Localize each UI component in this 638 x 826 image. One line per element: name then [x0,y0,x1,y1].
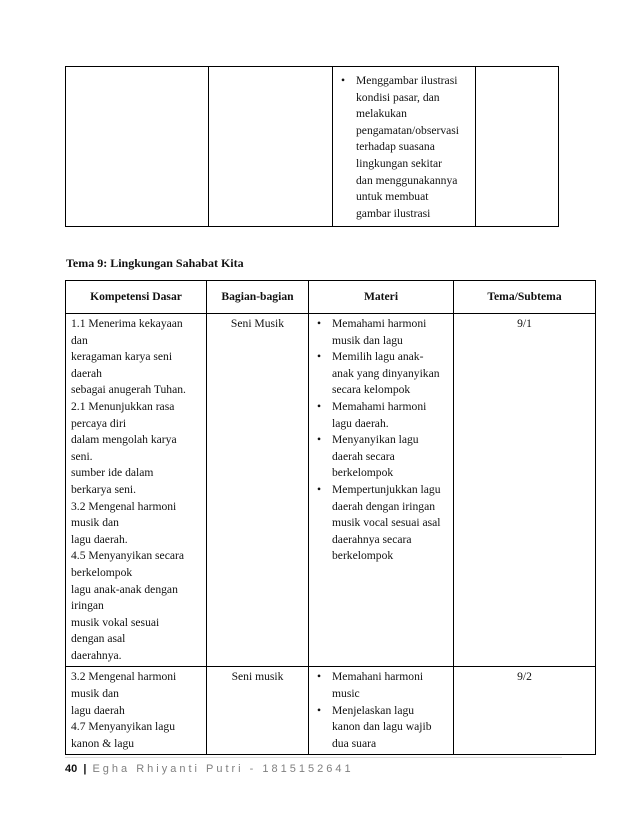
text-line: 3.2 Mengenal harmoni [71,499,177,513]
text-line: berkarya seni. [71,482,137,496]
text-line: lagu anak-anak dengan [71,582,178,596]
page-number: 40 [65,763,78,775]
text-line: musik dan [71,516,119,530]
text-line: dua suara [332,736,377,750]
tema-cell: 9/1 [454,314,596,667]
text-line: musik vocal sesuai asal [332,516,441,530]
text-line: sumber ide dalam [71,466,154,480]
bullet-item [338,73,470,222]
bullet-item [314,399,448,432]
text-line: kondisi pasar, dan [356,90,440,104]
text-line: lagu daerah. [332,416,389,430]
text-line: 2.1 Menunjukkan rasa [71,399,175,413]
text-line: percaya diri [71,416,127,430]
text-line: terhadap suasana [356,140,435,154]
bullet-icon: • [317,317,322,330]
text-line: 3.2 Mengenal harmoni [71,670,177,684]
text-line: Memahani harmoni [332,670,424,684]
text-line: musik dan [71,687,119,701]
bullet-item [314,703,448,753]
bullet-item [314,432,448,482]
text-line: pengamatan/observasi [356,123,460,137]
text-line: dan menggunakannya [356,173,458,187]
text-line: seni. [71,449,93,463]
text-line: berkelompok [71,565,133,579]
header-tema: Tema/Subtema [454,281,596,314]
text-line: Memahami harmoni [332,317,427,330]
text-line: sebagai anugerah Tuhan. [71,383,186,397]
text-line: musik vokal sesuai [71,615,160,629]
competency-table [65,280,596,755]
page-footer [65,757,562,775]
text-line: 1.1 Menerima kekayaan [71,317,183,330]
header-kompetensi: Kompetensi Dasar [66,281,207,314]
text-line: iringan [71,599,104,613]
text-line: Menyanyikan lagu [332,433,419,447]
text-line: dalam mengolah karya [71,433,177,447]
bullet-item [314,349,448,399]
table-row [66,67,559,227]
bullet-icon: • [317,670,322,684]
text-line: gambar ilustrasi [356,206,431,220]
text-line: kanon dan lagu wajib [332,720,432,734]
materi-cell [309,667,454,755]
text-line: berkelompok [332,549,394,563]
text-line: 4.5 Menyanyikan secara [71,549,184,563]
bullet-icon: • [317,399,322,413]
table-row [66,314,596,667]
text-line: Menjelaskan lagu [332,703,415,717]
footer-author: Egha Rhiyanti Putri - 1815152641 [92,763,354,775]
header-materi: Materi [309,281,454,314]
bullet-item [314,482,448,565]
text-line: daerah dengan iringan [332,499,436,513]
header-bagian: Bagian-bagian [207,281,309,314]
text-line: lingkungan sekitar [356,156,442,170]
text-line: secara kelompok [332,383,411,397]
footer-separator: | [83,763,87,775]
text-line: Mempertunjukkan lagu [332,482,441,496]
text-line: kanon & lagu [71,736,135,750]
text-line: untuk membuat [356,190,429,204]
text-line: musik dan lagu [332,333,403,347]
materi-cell [333,67,476,227]
table-header-row [66,281,596,314]
kd-cell [66,314,207,667]
text-line: dan [71,333,88,347]
text-line: Menggambar ilustrasi [356,74,458,87]
bagian-cell: Seni musik [207,667,309,755]
text-line: daerahnya. [71,648,122,662]
tema-cell: 9/2 [454,667,596,755]
materi-cell [309,314,454,667]
text-line: music [332,687,360,701]
text-line: daerah secara [332,449,395,463]
section-title: Tema 9: Lingkungan Sahabat Kita [66,256,244,270]
bullet-icon: • [317,482,322,496]
text-line: berkelompok [332,466,394,480]
bullet-item [314,316,448,349]
empty-cell [476,67,559,227]
text-line: Memahami harmoni [332,399,427,413]
kd-cell [66,667,207,755]
text-line: 4.7 Menyanyikan lagu [71,720,175,734]
text-line: melakukan [356,107,407,121]
text-line: lagu daerah. [71,532,128,546]
bullet-icon: • [317,350,322,364]
text-line: Memilih lagu anak- [332,350,424,364]
text-line: keragaman karya seni [71,350,173,364]
bullet-icon: • [317,433,322,447]
text-line: dengan asal [71,632,126,646]
text-line: lagu daerah [71,703,125,717]
empty-cell [66,67,209,227]
text-line: daerah [71,366,102,380]
continuation-table [65,66,559,227]
table-row [66,667,596,755]
bullet-icon: • [341,74,346,87]
text-line: daerahnya secara [332,532,412,546]
empty-cell [209,67,333,227]
bullet-icon: • [317,703,322,717]
text-line: anak yang dinyanyikan [332,366,440,380]
bagian-cell: Seni Musik [207,314,309,667]
bullet-item [314,669,448,702]
